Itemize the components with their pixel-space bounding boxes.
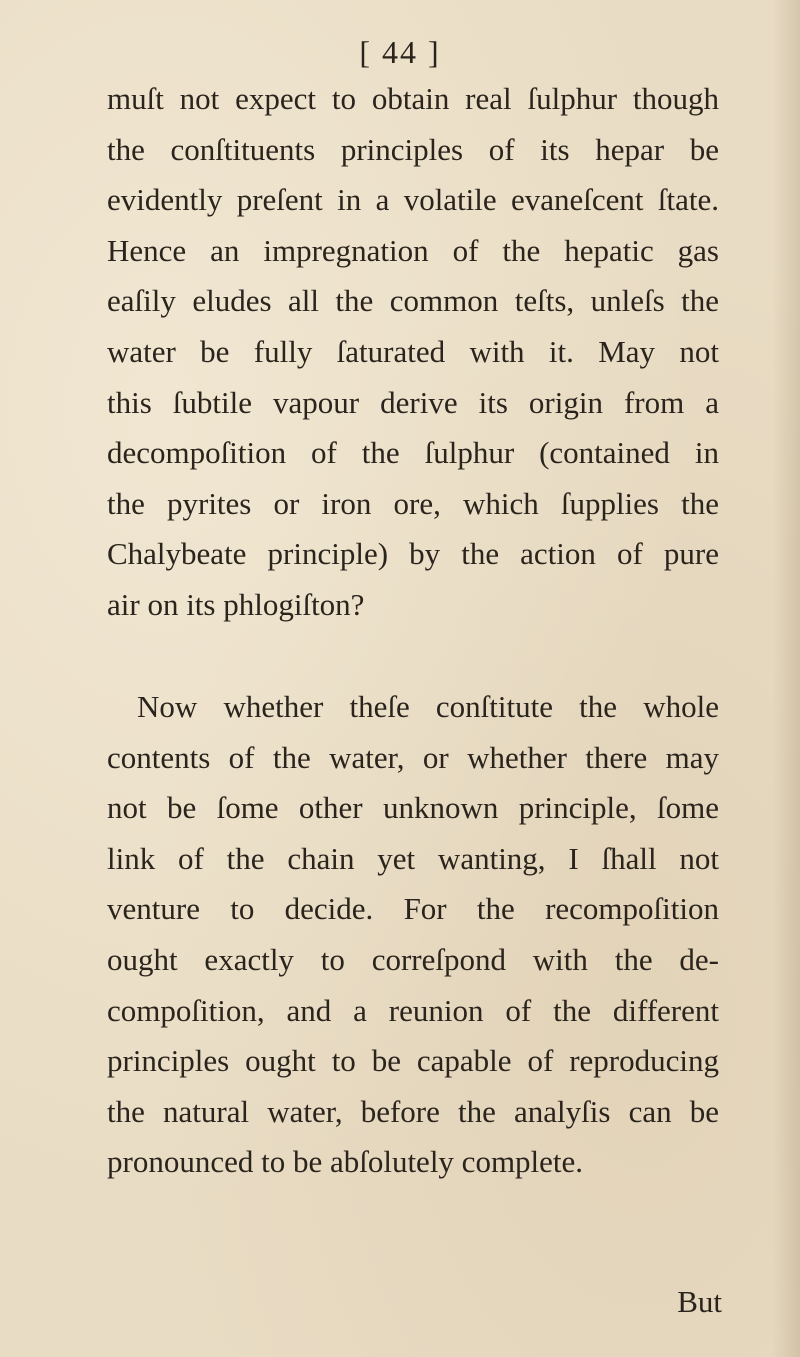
text-line: water be fully ſaturated with it. May not (107, 333, 719, 369)
catchword: But (677, 1284, 722, 1319)
text-line: not be ſome other unknown principle, ſome (107, 790, 719, 826)
text-line: principles ought to be capable of reproducing (107, 1043, 719, 1079)
text-line: venture to decide. For the recompoſition (107, 891, 719, 927)
text-line: decompoſition of the ſulphur (contained in (107, 435, 719, 471)
text-line: contents of the water, or whether there may (107, 739, 719, 775)
text-line: air on its phlogiſton? (107, 586, 365, 622)
text-line: eaſily eludes all the common teſts, unleſs the (107, 283, 719, 319)
text-line: link of the chain yet wanting, I ſhall not (107, 840, 719, 876)
text-line: the pyrites or iron ore, which ſupplies the (107, 485, 719, 521)
text-line: muſt not expect to obtain real ſulphur though (107, 81, 719, 116)
text-line: Now whether theſe conſtitute the whole (137, 689, 719, 724)
paragraph-1 (107, 74, 719, 631)
text-line: pronounced to be abſolutely complete. (107, 1144, 584, 1180)
text-line: the conſtituents principles of its hepar be (107, 131, 719, 167)
text-line: Chalybeate principle) by the action of pure (107, 536, 719, 572)
text-line: the natural water, before the analyſis can be (107, 1093, 719, 1129)
text-line: evidently preſent in a volatile evaneſcent ſtate. (107, 182, 719, 218)
text-line: this ſubtile vapour derive its origin from a (107, 384, 719, 420)
page-edge-shadow (772, 0, 800, 1357)
paragraph-2 (107, 682, 719, 1188)
text-line: Hence an impregnation of the hepatic gas (107, 232, 719, 268)
page-number: [ 44 ] (359, 34, 441, 70)
text-line: compoſition, and a reunion of the different (107, 992, 719, 1028)
text-line: ought exactly to correſpond with the de- (107, 941, 719, 977)
